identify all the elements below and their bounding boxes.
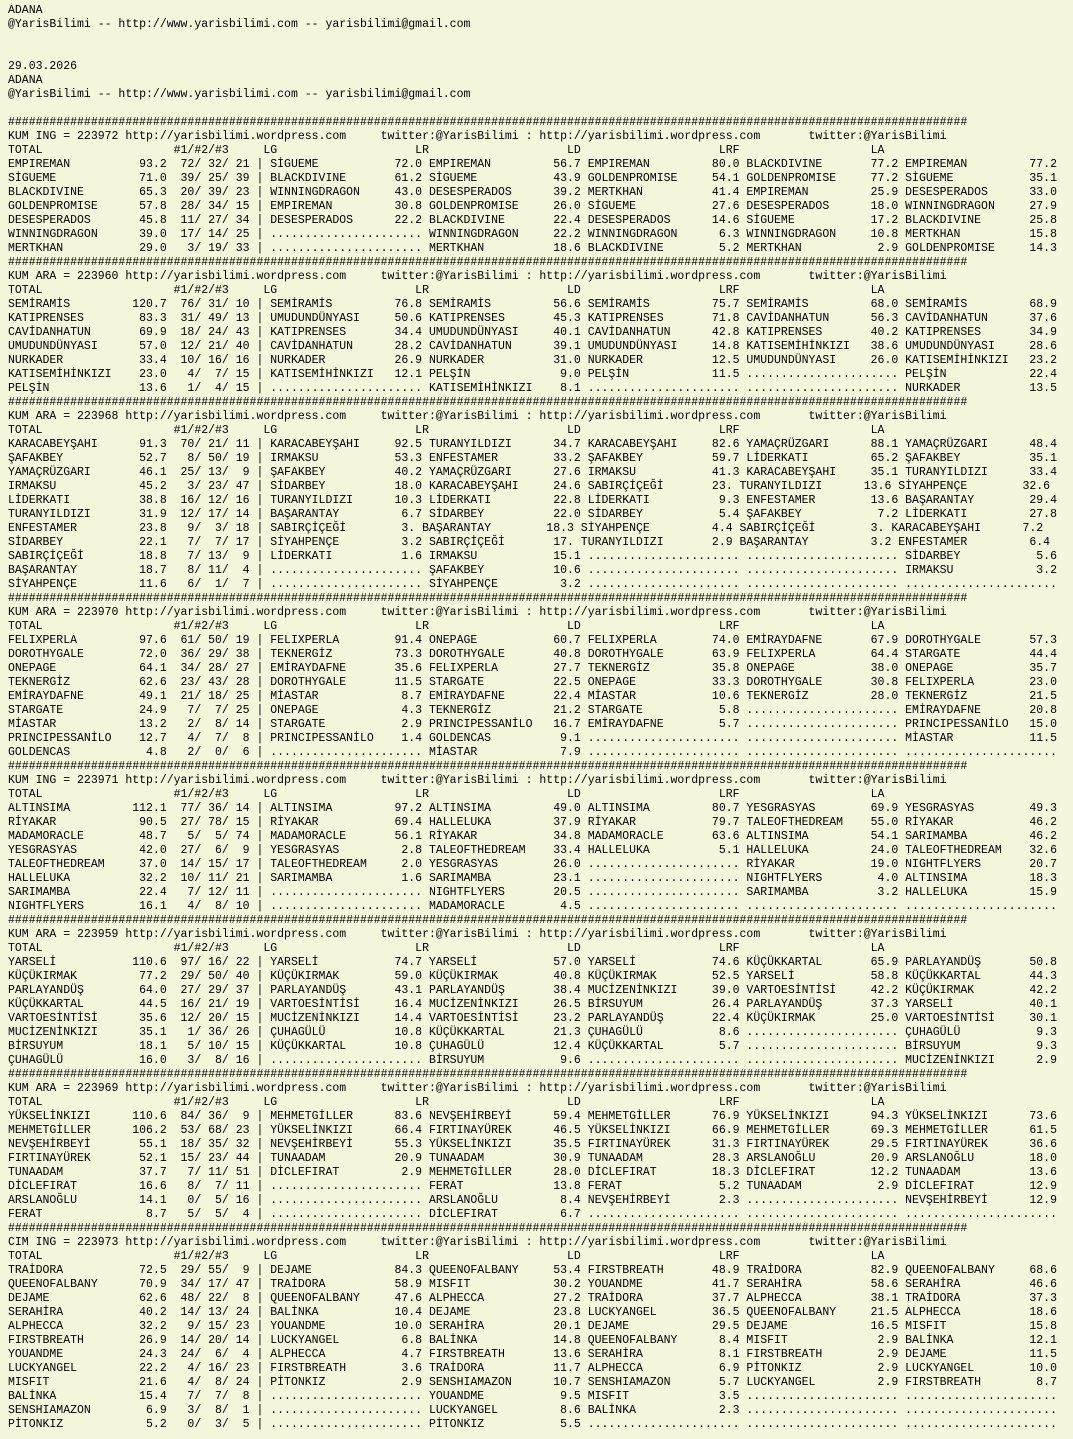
- table-row: TALEOFTHEDREAM 37.0 14/ 15/ 17 | TALEOFTHEDREAM 2.0 YESGRASYAS 26.0 ...................... RİYAKAR 19.0 NIGHTFLYERS 20.7: [8, 858, 1057, 871]
- race-header: KUM ARA = 223968 http://yarisbilimi.wordpress.com twitter:@YarisBilimi : http://yarisbilimi.wordpress.com twitter:@YarisBilimi: [8, 410, 947, 423]
- table-row: KATIPRENSES 83.3 31/ 49/ 13 | UMUDUNDÜNYASI 50.6 KATIPRENSES 45.3 KATIPRENSES 71.8 CAVİDANHATUN 56.3 CAVİDANHATUN 37.6: [8, 312, 1057, 325]
- section-divider: ###########################################################################################################################################: [8, 256, 968, 269]
- table-row: MERTKHAN 29.0 3/ 19/ 33 | ...................... MERTKHAN 18.6 BLACKDIVINE 5.2 MERTKHAN 2.9 GOLDENPROMISE 14.3: [8, 242, 1057, 255]
- column-header: TOTAL #1/#2/#3 LG LR LD LRF LA: [8, 788, 885, 801]
- table-row: SİYAHPENÇE 11.6 6/ 1/ 7 | ...................... SİYAHPENÇE 3.2 ...................... ...................... ......................: [8, 578, 1057, 591]
- table-row: FIRSTBREATH 26.9 14/ 20/ 14 | LUCKYANGEL 6.8 BALİNKA 14.8 QUEENOFALBANY 8.4 MISFIT 2.9 BALİNKA 12.1: [8, 1334, 1057, 1347]
- table-row: TRAİDORA 72.5 29/ 55/ 9 | DEJAME 84.3 QUEENOFALBANY 53.4 FIRSTBREATH 48.9 TRAİDORA 82.9 QUEENOFALBANY 68.6: [8, 1264, 1057, 1277]
- table-row: KARACABEYŞAHI 91.3 70/ 21/ 11 | KARACABEYŞAHI 92.5 TURANYILDIZI 34.7 KARACABEYŞAHI 82.6 YAMAÇRÜZGARI 88.1 YAMAÇRÜZGARI 48.4: [8, 438, 1057, 451]
- table-row: ALPHECCA 32.2 9/ 15/ 23 | YOUANDME 10.0 SERAHİRA 20.1 DEJAME 29.5 DEJAME 16.5 MISFIT 15.8: [8, 1320, 1057, 1333]
- table-row: DİCLEFIRAT 16.6 8/ 7/ 11 | ...................... FERAT 13.8 FERAT 5.2 TUNAADAM 2.9 DİCLEFIRAT 12.9: [8, 1180, 1057, 1193]
- table-row: QUEENOFALBANY 70.9 34/ 17/ 47 | TRAİDORA 58.9 MISFIT 30.2 YOUANDME 41.7 SERAHİRA 58.6 SERAHİRA 46.6: [8, 1278, 1057, 1291]
- table-row: YARSELİ 110.6 97/ 16/ 22 | YARSELİ 74.7 YARSELİ 57.0 YARSELİ 74.6 KÜÇÜKKARTAL 65.9 PARLAYANDÜŞ 50.8: [8, 956, 1057, 969]
- table-row: PİTONKIZ 5.2 0/ 3/ 5 | ...................... PİTONKIZ 5.5 ...................... ...................... ......................: [8, 1418, 1057, 1431]
- race-header: KUM ARA = 223959 http://yarisbilimi.wordpress.com twitter:@YarisBilimi : http://yarisbilimi.wordpress.com twitter:@YarisBilimi: [8, 928, 947, 941]
- table-row: RİYAKAR 90.5 27/ 78/ 15 | RİYAKAR 69.4 HALLELUKA 37.9 RİYAKAR 79.7 TALEOFTHEDREAM 55.0 RİYAKAR 46.2: [8, 816, 1057, 829]
- table-row: DESESPERADOS 45.8 11/ 27/ 34 | DESESPERADOS 22.2 BLACKDIVINE 22.4 DESESPERADOS 14.6 SİGUEME 17.2 BLACKDIVINE 25.8: [8, 214, 1057, 227]
- section-divider: ###########################################################################################################################################: [8, 396, 968, 409]
- table-row: DOROTHYGALE 72.0 36/ 29/ 38 | TEKNERGİZ 73.3 DOROTHYGALE 40.8 DOROTHYGALE 63.9 FELIXPERLA 64.4 STARGATE 44.4: [8, 648, 1057, 661]
- column-header: TOTAL #1/#2/#3 LG LR LD LRF LA: [8, 620, 885, 633]
- table-row: MISFIT 21.6 4/ 8/ 24 | PİTONKIZ 2.9 SENSHIAMAZON 10.7 SENSHIAMAZON 5.7 LUCKYANGEL 2.9 FIRSTBREATH 8.7: [8, 1376, 1057, 1389]
- text-line: @YarisBilimi -- http://www.yarisbilimi.com -- yarisbilimi@gmail.com: [8, 18, 471, 31]
- blank-line: [8, 46, 1065, 60]
- table-row: MİASTAR 13.2 2/ 8/ 14 | STARGATE 2.9 PRINCIPESSANİLO 16.7 EMİRAYDAFNE 5.7 ...................... PRINCIPESSANİLO 15.0: [8, 718, 1057, 731]
- table-row: KÜÇÜKIRMAK 77.2 29/ 50/ 40 | KÜÇÜKIRMAK 59.0 KÜÇÜKIRMAK 40.8 KÜÇÜKIRMAK 52.5 YARSELİ 58.8 KÜÇÜKKARTAL 44.3: [8, 970, 1057, 983]
- section-divider: ###########################################################################################################################################: [8, 760, 968, 773]
- table-row: HALLELUKA 32.2 10/ 11/ 21 | SARIMAMBA 1.6 SARIMAMBA 23.1 ...................... NIGHTFLYERS 4.0 ALTINSIMA 18.3: [8, 872, 1057, 885]
- table-row: ALTINSIMA 112.1 77/ 36/ 14 | ALTINSIMA 97.2 ALTINSIMA 49.0 ALTINSIMA 80.7 YESGRASYAS 69.9 YESGRASYAS 49.3: [8, 802, 1057, 815]
- table-row: TEKNERGİZ 62.6 23/ 43/ 28 | DOROTHYGALE 11.5 STARGATE 22.5 ONEPAGE 33.3 DOROTHYGALE 30.8 FELIXPERLA 23.0: [8, 676, 1057, 689]
- table-row: DEJAME 62.6 48/ 22/ 8 | QUEENOFALBANY 47.6 ALPHECCA 27.2 TRAİDORA 37.7 ALPHECCA 38.1 TRAİDORA 37.3: [8, 1292, 1057, 1305]
- table-row: GOLDENPROMISE 57.8 28/ 34/ 15 | EMPIREMAN 30.8 GOLDENPROMISE 26.0 SİGUEME 27.6 DESESPERADOS 18.0 WINNINGDRAGON 27.9: [8, 200, 1057, 213]
- table-row: SERAHİRA 40.2 14/ 13/ 24 | BALİNKA 10.4 DEJAME 23.8 LUCKYANGEL 36.5 QUEENOFALBANY 21.5 ALPHECCA 18.6: [8, 1306, 1057, 1319]
- table-row: EMİRAYDAFNE 49.1 21/ 18/ 25 | MİASTAR 8.7 EMİRAYDAFNE 22.4 MİASTAR 10.6 TEKNERGİZ 28.0 TEKNERGİZ 21.5: [8, 690, 1057, 703]
- table-row: BALİNKA 15.4 7/ 7/ 8 | ...................... YOUANDME 9.5 MISFIT 3.5 ...................... ......................: [8, 1390, 1057, 1403]
- table-row: UMUDUNDÜNYASI 57.0 12/ 21/ 40 | CAVİDANHATUN 28.2 CAVİDANHATUN 39.1 UMUDUNDÜNYASI 14.8 KATISEMİHİNKIZI 38.6 UMUDUNDÜNYASI 28.6: [8, 340, 1057, 353]
- text-line: ADANA: [8, 4, 43, 17]
- table-row: SABIRÇİÇEĞİ 18.8 7/ 13/ 9 | LİDERKATI 1.6 IRMAKSU 15.1 ...................... ...................... SİDARBEY 5.6: [8, 550, 1057, 563]
- race-header: KUM ARA = 223970 http://yarisbilimi.wordpress.com twitter:@YarisBilimi : http://yarisbilimi.wordpress.com twitter:@YarisBilimi: [8, 606, 947, 619]
- race-header: KUM ARA = 223969 http://yarisbilimi.wordpress.com twitter:@YarisBilimi : http://yarisbilimi.wordpress.com twitter:@YarisBilimi: [8, 1082, 947, 1095]
- blank-line: [8, 32, 1065, 46]
- table-row: ONEPAGE 64.1 34/ 28/ 27 | EMİRAYDAFNE 35.6 FELIXPERLA 27.7 TEKNERGİZ 35.8 ONEPAGE 38.0 ONEPAGE 35.7: [8, 662, 1057, 675]
- table-row: TURANYILDIZI 31.9 12/ 17/ 14 | BAŞARANTAY 6.7 SİDARBEY 22.0 SİDARBEY 5.4 ŞAFAKBEY 7.2 LİDERKATI 27.8: [8, 508, 1057, 521]
- column-header: TOTAL #1/#2/#3 LG LR LD LRF LA: [8, 144, 885, 157]
- section-divider: ###########################################################################################################################################: [8, 1222, 968, 1235]
- table-row: ENFESTAMER 23.8 9/ 3/ 18 | SABIRÇİÇEĞİ 3. BAŞARANTAY 18.3 SİYAHPENÇE 4.4 SABIRÇİÇEĞİ 3. KARACABEYŞAHI 7.2: [8, 522, 1044, 535]
- table-row: BAŞARANTAY 18.7 8/ 11/ 4 | ...................... ŞAFAKBEY 10.6 ...................... ...................... IRMAKSU 3.2: [8, 564, 1057, 577]
- race-header: KUM ARA = 223960 http://yarisbilimi.wordpress.com twitter:@YarisBilimi : http://yarisbilimi.wordpress.com twitter:@YarisBilimi: [8, 270, 947, 283]
- table-row: NEVŞEHİRBEYİ 55.1 18/ 35/ 32 | NEVŞEHİRBEYİ 55.3 YÜKSELİNKIZI 35.5 FIRTINAYÜREK 31.3 FIRTINAYÜREK 29.5 FIRTINAYÜREK 36.6: [8, 1138, 1057, 1151]
- text-line: 29.03.2026: [8, 60, 78, 73]
- table-row: SENSHIAMAZON 6.9 3/ 8/ 1 | ...................... LUCKYANGEL 8.6 BALİNKA 2.3 ...................... ......................: [8, 1404, 1057, 1417]
- table-row: SİGUEME 71.0 39/ 25/ 39 | BLACKDIVINE 61.2 SİGUEME 43.9 GOLDENPROMISE 54.1 GOLDENPROMISE 77.2 SİGUEME 35.1: [8, 172, 1057, 185]
- table-row: KATISEMİHİNKIZI 23.0 4/ 7/ 15 | KATISEMİHİNKIZI 12.1 PELŞİN 9.0 PELŞİN 11.5 ...................... PELŞİN 22.4: [8, 368, 1057, 381]
- table-row: PRINCIPESSANİLO 12.7 4/ 7/ 8 | PRINCIPESSANİLO 1.4 GOLDENCAS 9.1 ...................... ...................... MİASTAR 11.5: [8, 732, 1057, 745]
- table-row: FELIXPERLA 97.6 61/ 50/ 19 | FELIXPERLA 91.4 ONEPAGE 60.7 FELIXPERLA 74.0 EMİRAYDAFNE 67.9 DOROTHYGALE 57.3: [8, 634, 1057, 647]
- table-row: ARSLANOĞLU 14.1 0/ 5/ 16 | ...................... ARSLANOĞLU 8.4 NEVŞEHİRBEYİ 2.3 ...................... NEVŞEHİRBEYİ 12.9: [8, 1194, 1057, 1207]
- table-row: PARLAYANDÜŞ 64.0 27/ 29/ 37 | PARLAYANDÜŞ 43.1 PARLAYANDÜŞ 38.4 MUCİZENİNKIZI 39.0 VARTOESİNTİSİ 42.2 KÜÇÜKIRMAK 42.2: [8, 984, 1057, 997]
- table-row: KÜÇÜKKARTAL 44.5 16/ 21/ 19 | VARTOESİNTİSİ 16.4 MUCİZENİNKIZI 26.5 BİRSUYUM 26.4 PARLAYANDÜŞ 37.3 YARSELİ 40.1: [8, 998, 1057, 1011]
- table-row: BLACKDIVINE 65.3 20/ 39/ 23 | WINNINGDRAGON 43.0 DESESPERADOS 39.2 MERTKHAN 41.4 EMPIREMAN 25.9 DESESPERADOS 33.0: [8, 186, 1057, 199]
- column-header: TOTAL #1/#2/#3 LG LR LD LRF LA: [8, 942, 885, 955]
- section-divider: ###########################################################################################################################################: [8, 1068, 968, 1081]
- table-row: FIRTINAYÜREK 52.1 15/ 23/ 44 | TUNAADAM 20.9 TUNAADAM 30.9 TUNAADAM 28.3 ARSLANOĞLU 20.9 ARSLANOĞLU 18.0: [8, 1152, 1057, 1165]
- table-row: WINNINGDRAGON 39.0 17/ 14/ 25 | ...................... WINNINGDRAGON 22.2 WINNINGDRAGON 6.3 WINNINGDRAGON 10.8 MERTKHAN 15.8: [8, 228, 1057, 241]
- column-header: TOTAL #1/#2/#3 LG LR LD LRF LA: [8, 1250, 885, 1263]
- table-row: FERAT 8.7 5/ 5/ 4 | ...................... DİCLEFIRAT 6.7 ...................... ...................... ......................: [8, 1208, 1057, 1221]
- text-line: ADANA: [8, 74, 43, 87]
- table-row: ÇUHAGÜLÜ 16.0 3/ 8/ 16 | ...................... BİRSUYUM 9.6 ...................... ...................... MUCİZENİNKIZI 2.9: [8, 1054, 1057, 1067]
- table-row: TUNAADAM 37.7 7/ 11/ 51 | DİCLEFIRAT 2.9 MEHMETGİLLER 28.0 DİCLEFIRAT 18.3 DİCLEFIRAT 12.2 TUNAADAM 13.6: [8, 1166, 1057, 1179]
- text-line: @YarisBilimi -- http://www.yarisbilimi.com -- yarisbilimi@gmail.com: [8, 88, 471, 101]
- table-row: MUCİZENİNKIZI 35.1 1/ 36/ 26 | ÇUHAGÜLÜ 10.8 KÜÇÜKKARTAL 21.3 ÇUHAGÜLÜ 8.6 ...................... ÇUHAGÜLÜ 9.3: [8, 1026, 1057, 1039]
- section-divider: ###########################################################################################################################################: [8, 592, 968, 605]
- race-header: KUM ING = 223971 http://yarisbilimi.wordpress.com twitter:@YarisBilimi : http://yarisbilimi.wordpress.com twitter:@YarisBilimi: [8, 774, 947, 787]
- table-row: SARIMAMBA 22.4 7/ 12/ 11 | ...................... NIGHTFLYERS 20.5 ...................... SARIMAMBA 3.2 HALLELUKA 15.9: [8, 886, 1057, 899]
- race-header: KUM ING = 223972 http://yarisbilimi.wordpress.com twitter:@YarisBilimi : http://yarisbilimi.wordpress.com twitter:@YarisBilimi: [8, 130, 947, 143]
- section-divider: ###########################################################################################################################################: [8, 914, 968, 927]
- table-row: VARTOESİNTİSİ 35.6 12/ 20/ 15 | MUCİZENİNKIZI 14.4 VARTOESİNTİSİ 23.2 PARLAYANDÜŞ 22.4 KÜÇÜKIRMAK 25.0 VARTOESİNTİSİ 30.1: [8, 1012, 1057, 1025]
- table-row: NURKADER 33.4 10/ 16/ 16 | NURKADER 26.9 NURKADER 31.0 NURKADER 12.5 UMUDUNDÜNYASI 26.0 KATISEMİHİNKIZI 23.2: [8, 354, 1057, 367]
- section-divider: ###########################################################################################################################################: [8, 116, 968, 129]
- table-row: STARGATE 24.9 7/ 7/ 25 | ONEPAGE 4.3 TEKNERGİZ 21.2 STARGATE 5.8 ...................... EMİRAYDAFNE 20.8: [8, 704, 1057, 717]
- column-header: TOTAL #1/#2/#3 LG LR LD LRF LA: [8, 1096, 885, 1109]
- race-header: CIM ING = 223973 http://yarisbilimi.wordpress.com twitter:@YarisBilimi : http://yarisbilimi.wordpress.com twitter:@YarisBilimi: [8, 1236, 947, 1249]
- table-row: GOLDENCAS 4.8 2/ 0/ 6 | ...................... MİASTAR 7.9 ...................... ...................... ......................: [8, 746, 1057, 759]
- table-row: BİRSUYUM 18.1 5/ 10/ 15 | KÜÇÜKKARTAL 10.8 ÇUHAGÜLÜ 12.4 KÜÇÜKKARTAL 5.7 ...................... BİRSUYUM 9.3: [8, 1040, 1057, 1053]
- table-row: YESGRASYAS 42.0 27/ 6/ 9 | YESGRASYAS 2.8 TALEOFTHEDREAM 33.4 HALLELUKA 5.1 HALLELUKA 24.0 TALEOFTHEDREAM 32.6: [8, 844, 1057, 857]
- table-row: EMPIREMAN 93.2 72/ 32/ 21 | SİGUEME 72.0 EMPIREMAN 56.7 EMPIREMAN 80.0 BLACKDIVINE 77.2 EMPIREMAN 77.2: [8, 158, 1057, 171]
- table-row: PELŞİN 13.6 1/ 4/ 15 | ...................... KATISEMİHİNKIZI 8.1 ...................... ...................... NURKADER 13.5: [8, 382, 1057, 395]
- blank-line: [8, 102, 1065, 116]
- table-row: YOUANDME 24.3 24/ 6/ 4 | ALPHECCA 4.7 FIRSTBREATH 13.6 SERAHİRA 8.1 FIRSTBREATH 2.9 DEJAME 11.5: [8, 1348, 1057, 1361]
- table-row: CAVİDANHATUN 69.9 18/ 24/ 43 | KATIPRENSES 34.4 UMUDUNDÜNYASI 40.1 CAVİDANHATUN 42.8 KATIPRENSES 40.2 KATIPRENSES 34.9: [8, 326, 1057, 339]
- table-row: SİDARBEY 22.1 7/ 7/ 17 | SİYAHPENÇE 3.2 SABIRÇİÇEĞİ 17. TURANYILDIZI 2.9 BAŞARANTAY 3.2 ENFESTAMER 6.4: [8, 536, 1051, 549]
- table-row: ŞAFAKBEY 52.7 8/ 50/ 19 | IRMAKSU 53.3 ENFESTAMER 33.2 ŞAFAKBEY 59.7 LİDERKATI 65.2 ŞAFAKBEY 35.1: [8, 452, 1057, 465]
- table-row: MEHMETGİLLER 106.2 53/ 68/ 23 | YÜKSELİNKIZI 66.4 FIRTINAYÜREK 46.5 YÜKSELİNKIZI 66.9 MEHMETGİLLER 69.3 MEHMETGİLLER 61.5: [8, 1124, 1057, 1137]
- table-row: IRMAKSU 45.2 3/ 23/ 47 | SİDARBEY 18.0 KARACABEYŞAHI 24.6 SABIRÇİÇEĞİ 23. TURANYILDIZI 13.6 SİYAHPENÇE 32.6: [8, 480, 1051, 493]
- column-header: TOTAL #1/#2/#3 LG LR LD LRF LA: [8, 424, 885, 437]
- column-header: TOTAL #1/#2/#3 LG LR LD LRF LA: [8, 284, 885, 297]
- table-row: YAMAÇRÜZGARI 46.1 25/ 13/ 9 | ŞAFAKBEY 40.2 YAMAÇRÜZGARI 27.6 IRMAKSU 41.3 KARACABEYŞAHI 35.1 TURANYILDIZI 33.4: [8, 466, 1057, 479]
- table-row: NIGHTFLYERS 16.1 4/ 8/ 10 | ...................... MADAMORACLE 4.5 ...................... ...................... ......................: [8, 900, 1057, 913]
- table-row: SEMİRAMİS 120.7 76/ 31/ 10 | SEMİRAMİS 76.8 SEMİRAMİS 56.6 SEMİRAMİS 75.7 SEMİRAMİS 68.0 SEMİRAMİS 68.9: [8, 298, 1057, 311]
- table-row: LUCKYANGEL 22.2 4/ 16/ 23 | FIRSTBREATH 3.6 TRAİDORA 11.7 ALPHECCA 6.9 PİTONKIZ 2.9 LUCKYANGEL 10.0: [8, 1362, 1057, 1375]
- table-row: YÜKSELİNKIZI 110.6 84/ 36/ 9 | MEHMETGİLLER 83.6 NEVŞEHİRBEYİ 59.4 MEHMETGİLLER 76.9 YÜKSELİNKIZI 94.3 YÜKSELİNKIZI 73.6: [8, 1110, 1057, 1123]
- table-row: LİDERKATI 38.8 16/ 12/ 16 | TURANYILDIZI 10.3 LİDERKATI 22.8 LİDERKATI 9.3 ENFESTAMER 13.6 BAŞARANTAY 29.4: [8, 494, 1057, 507]
- table-row: MADAMORACLE 48.7 5/ 5/ 74 | MADAMORACLE 56.1 RİYAKAR 34.8 MADAMORACLE 63.6 ALTINSIMA 54.1 SARIMAMBA 46.2: [8, 830, 1057, 843]
